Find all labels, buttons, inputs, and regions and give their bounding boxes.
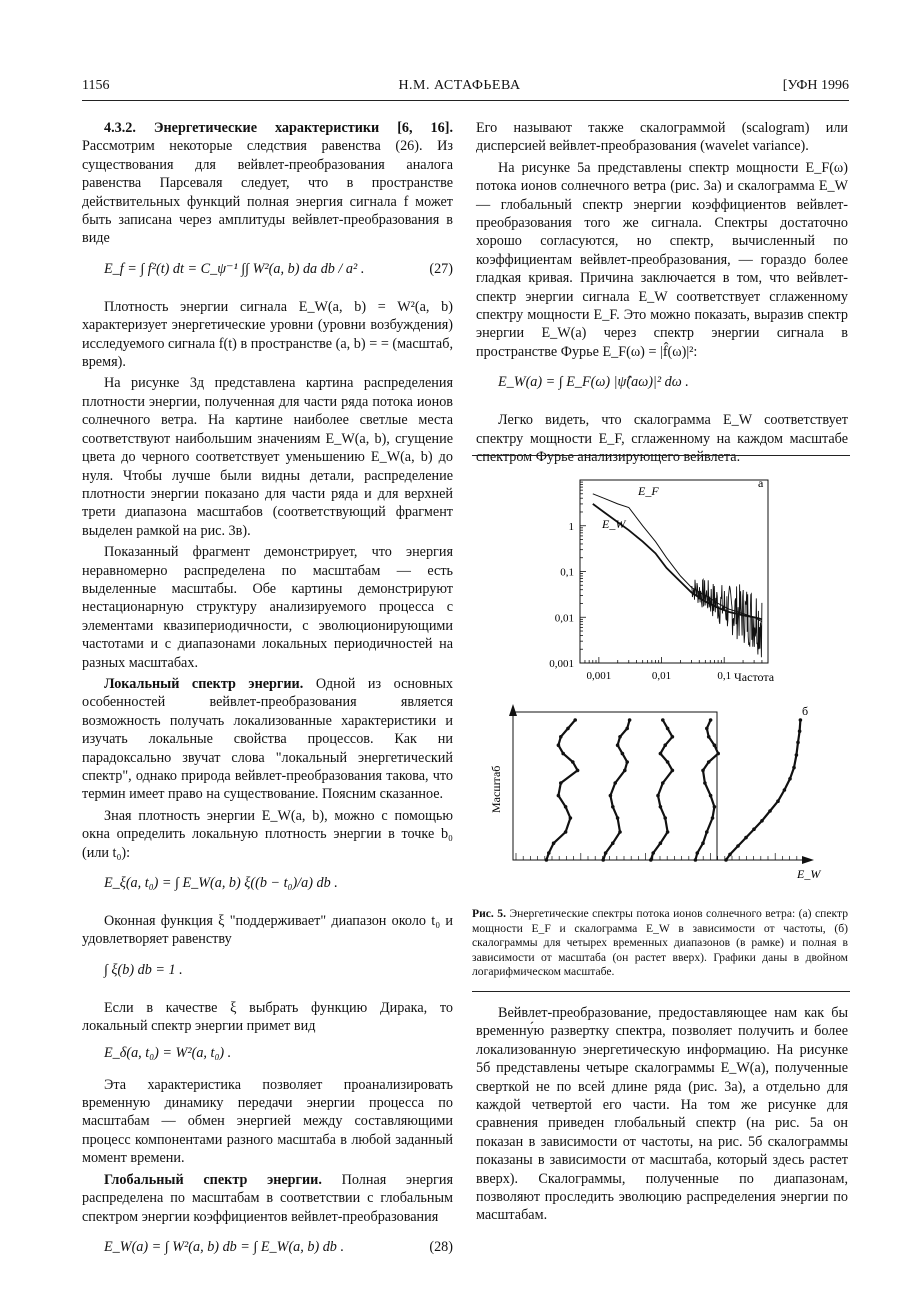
scalogram-point xyxy=(663,743,667,747)
scalogram-point xyxy=(557,743,561,747)
paragraph-text: Одной из основных особенностей вейвлет-преобразования является возможность получать локализованные характеристики и изучать локальные свойства процессов. Как ни парадоксально звучат слова "локальный энергетический спектр", однако природа вейвлет-преобразования такова, что термин имеет право на существование. Поясним сказанное. xyxy=(82,675,454,803)
scalogram-point xyxy=(661,781,665,785)
scalogram-point xyxy=(618,830,622,834)
y-tick-label: 0,1 xyxy=(560,566,574,579)
panel-a-label: а xyxy=(758,476,764,490)
paragraph: Его называют также скалограммой (scalogram) или дисперсией вейвлет-преобразования (wavelet variance). xyxy=(476,120,848,155)
scalogram-point xyxy=(616,816,620,820)
scalogram-point xyxy=(623,769,627,773)
scalogram-line xyxy=(726,720,800,860)
equation: E_δ(a, t₀) = W²(a, t₀) . xyxy=(104,1044,232,1061)
equation-28 xyxy=(82,1230,453,1270)
equation: E_f = ∫ f²(t) dt = C_ψ⁻¹ ∫∫ W²(a, b) da db / a² . xyxy=(104,260,365,277)
scalogram-point xyxy=(713,805,717,809)
scalogram-point xyxy=(661,718,665,722)
ef-noise-line xyxy=(691,580,762,658)
subsection-title: Глобальный спектр энергии. xyxy=(104,1171,322,1188)
scalogram-point xyxy=(601,858,605,862)
scalogram-point xyxy=(651,851,655,855)
scalogram-point xyxy=(783,788,787,792)
scalogram-point xyxy=(703,781,707,785)
panel-a-ticks xyxy=(580,482,768,663)
scalogram-point xyxy=(709,718,713,722)
panel-b xyxy=(489,704,821,881)
right-column-bottom xyxy=(476,1004,848,1228)
figure-bottom-rule xyxy=(472,991,850,992)
paragraph: Оконная функция ξ "поддерживает" диапазон около t₀ и удовлетворяет равенству xyxy=(82,913,453,948)
equation-local xyxy=(82,866,453,906)
panel-b-ticks xyxy=(516,853,797,860)
scalogram-point xyxy=(611,841,615,845)
scalogram-point xyxy=(649,858,653,862)
scalogram-point xyxy=(666,727,670,731)
subsection-title: Локальный спектр энергии. xyxy=(104,675,304,692)
scalogram-point xyxy=(628,718,632,722)
scalogram-point xyxy=(671,769,675,773)
series-label-ew: E_W xyxy=(602,517,626,531)
scalogram-point xyxy=(666,760,670,764)
scalogram-line xyxy=(603,720,629,860)
scalogram-point xyxy=(707,735,711,739)
scalogram-point xyxy=(744,836,748,840)
scalogram-point xyxy=(701,841,705,845)
panel-b-label: б xyxy=(802,704,809,718)
paragraph: На рисунке 5а представлены спектр мощности E_F(ω) потока ионов солнечного ветра (рис. 3а) и скалограмма E_W — глобальный спектр энергии коэффициентов вейвлет-преобразования того же сигнала. Спектры достаточно хорошо согласуются, но спектр, вычисленный по коэффициентам вейвлет-преобразования, — гораздо более гладкая кривая. Причина заключается в том, что вейвлет-спектр энергии сигнала E_W соответствует сглаженному спектру мощности E_F. Это можно показать, выразив спектр энергии E_W(a) через спектр энергии сигнала в пространстве Фурье E_F(ω) = |f̂(ω)|²: xyxy=(476,159,848,360)
scalogram-point xyxy=(705,830,709,834)
header-rule xyxy=(82,100,849,101)
scalogram-point xyxy=(559,781,563,785)
scalogram-point xyxy=(659,805,663,809)
equation-27 xyxy=(82,252,453,292)
scalogram-point xyxy=(621,752,625,756)
scalogram-point xyxy=(752,827,756,831)
figure-5 xyxy=(472,458,850,918)
equation: E_ξ(a, t₀) = ∫ E_W(a, b) ξ((b − t₀)/a) db . xyxy=(104,875,338,892)
scalogram-point xyxy=(701,769,705,773)
scalogram-point xyxy=(768,809,772,813)
scalogram-point xyxy=(796,741,800,745)
scalogram-point xyxy=(552,841,556,845)
paragraph-text: Рассмотрим некоторые следствия равенства (26). Из существования для вейвлет-преобразования аналога равенства Парсеваля следует, что в пространстве действительных функций полная энергия сигнала f может быть записана через амплитуды вейвлет-преобразования в виде xyxy=(82,138,453,247)
scalogram-point xyxy=(709,794,713,798)
scalogram-point xyxy=(798,729,802,733)
panel-b-series xyxy=(545,718,803,862)
y-tick-label: 0,01 xyxy=(554,612,574,625)
paragraph: Плотность энергии сигнала E_W(a, b) = W²(a, b) характеризует энергетические уровни (уровни возбуждения) исследуемого сигнала f(t) в пространстве (a, b) = = (масштаб, время). xyxy=(82,298,453,371)
scalogram-point xyxy=(659,752,663,756)
equation-dirac xyxy=(82,1040,453,1070)
scalogram-point xyxy=(792,766,796,770)
scalogram-point xyxy=(716,752,720,756)
scalogram-point xyxy=(545,858,549,862)
scalogram-point xyxy=(625,760,629,764)
scalogram-point xyxy=(728,853,732,857)
scalogram-point xyxy=(613,781,617,785)
x-axis-label: E_W xyxy=(797,867,821,881)
scalogram-line xyxy=(651,720,673,860)
scalogram-line xyxy=(546,720,577,860)
caption-label: Рис. 5. xyxy=(472,907,506,920)
x-tick-label: 0,01 xyxy=(651,670,672,682)
scalogram-point xyxy=(713,743,717,747)
scalogram-point xyxy=(604,851,608,855)
scalogram-point xyxy=(611,805,615,809)
scalogram-point xyxy=(776,799,780,803)
paragraph xyxy=(82,119,453,248)
scalogram-point xyxy=(561,752,565,756)
paragraph: Легко видеть, что скалограмма E_W соответствует спектру мощности E_F, сглаженному на каждом масштабе спектром Фурье анализирующего вейвлета. xyxy=(476,412,848,466)
equation-fourier xyxy=(476,365,848,405)
scalogram-point xyxy=(571,760,575,764)
scalogram-point xyxy=(736,844,740,848)
scalogram-point xyxy=(573,718,577,722)
journal-ref: [УФН 1996 xyxy=(782,78,849,93)
scalogram-point xyxy=(694,858,698,862)
figure-top-rule xyxy=(472,455,850,456)
equation-norm xyxy=(82,953,453,993)
y-axis-label: Масштаб xyxy=(489,765,503,813)
paragraph xyxy=(82,1171,453,1226)
x-axis-arrow xyxy=(802,856,814,864)
equation: ∫ ξ(b) db = 1 . xyxy=(104,961,183,978)
scalogram-point xyxy=(564,805,568,809)
panel-a-frame xyxy=(580,480,768,663)
scalogram-point xyxy=(557,794,561,798)
paragraph-text: Полная энергия распределена по масштабам в соответствии с глобальным спектром энергии коэффициентов вейвлет-преобразования xyxy=(82,1171,453,1225)
scalogram-point xyxy=(711,816,715,820)
scalogram-point xyxy=(705,727,709,731)
scalogram-point xyxy=(547,851,551,855)
caption-text: Энергетические спектры потока ионов солнечного ветра: (а) спектр мощности E_F и скалограмма E_W в зависимости от частоты, (б) скалограммы для четырех временных диапазонов (в рамке) и полная в зависимости от масштаба (он растет вверх). Графики даны в двойном логарифмическом масштабе. xyxy=(472,907,848,979)
scalogram-point xyxy=(659,841,663,845)
x-tick-label: 0,001 xyxy=(586,670,612,682)
scalogram-point xyxy=(609,794,613,798)
x-axis-label: Частота xyxy=(734,670,775,684)
scalogram-point xyxy=(569,816,573,820)
scalogram-point xyxy=(760,819,764,823)
equation: E_W(a) = ∫ W²(a, b) db = ∫ E_W(a, b) db . xyxy=(104,1238,344,1255)
paragraph: Если в качестве ξ выбрать функцию Дирака, то локальный спектр энергии примет вид xyxy=(82,999,453,1035)
scalogram-point xyxy=(799,718,803,722)
running-author: Н.М. АСТАФЬЕВА xyxy=(398,78,521,93)
equation-number: (27) xyxy=(429,260,453,277)
right-column xyxy=(476,119,848,470)
scalogram-point xyxy=(564,830,568,834)
scalogram-point xyxy=(724,858,728,862)
scalogram-point xyxy=(788,777,792,781)
y-tick-label: 0,001 xyxy=(549,658,574,670)
scalogram-line xyxy=(695,720,718,860)
paragraph: Зная плотность энергии E_W(a, b), можно с помощью окна определить локальную плотность энергии в точке b₀ (или t₀): xyxy=(82,807,453,861)
equation-number: (28) xyxy=(429,1238,453,1255)
scalogram-point xyxy=(656,794,660,798)
scalogram-point xyxy=(671,735,675,739)
scalogram-point xyxy=(616,743,620,747)
paragraph: Показанный фрагмент демонстрирует, что энергия неравномерно распределена по масштабам — есть выделенные масштабы. Обе картины демонстрируют нестационарную структуру анализируемого процесса с элементами квазипериодичности, с эволюционирующими частотами и с диапазонами локальных периодичностей на разных масштабах. xyxy=(82,544,453,671)
page-number: 1156 xyxy=(82,78,110,93)
equation: E_W(a) = ∫ E_F(ω) |ψ̂(aω)|² dω . xyxy=(498,374,689,391)
series-label-ef: E_F xyxy=(638,484,659,498)
paragraph xyxy=(82,675,453,804)
scalogram-point xyxy=(707,760,711,764)
scalogram-point xyxy=(625,727,629,731)
scalogram-point xyxy=(618,735,622,739)
paragraph: Вейвлет-преобразование, предоставляющее нам как бы временну́ю развертку спектра, позволяет получить и более локализованную энергетическую информацию. На рисунке 5б представлены четыре скалограммы E_W(a), полученные сверткой не по всей длине ряда (рис. 3а), а отдельно для каждой четвертой его части. На том же рисунке для сравнения приведен глобальный спектр (на рис. 5а он показан в зависимости от частоты, на рис. 5б скалограммы показаны в зависимости от масштаба, который здесь растет вверх). Скалограммы, полученные по диапазонам, позволяют проследить эволюцию распределения энергии по масштабам. xyxy=(476,1005,848,1224)
panel-a xyxy=(549,476,775,684)
paragraph: Эта характеристика позволяет проанализировать временную динамику передачи энергии процесса по масштабам — обмен энергией между составляющими процесс компонентами разного масштаба в любой заданный момент времени. xyxy=(82,1076,453,1167)
paragraph: На рисунке 3д представлена картина распределения плотности энергии, полученная для части ряда потока ионов солнечного ветра. На картине наиболее светлые места соответствуют наибольшим значениям E_W(a, b), сгущение цвета до черного соответствует уменьшению E_W(a, b) до нуля. Чтобы лучше были видны детали, распределение плотности энергии показано для части ряда и для верхней трети диапазона масштабов (соответствующий фрагмент выделен рамкой на рис. 3в). xyxy=(82,375,453,539)
section-title: 4.3.2. Энергетические характеристики [6, 16]. xyxy=(104,120,453,136)
scalogram-point xyxy=(666,830,670,834)
scalogram-point xyxy=(566,727,570,731)
scalogram-point xyxy=(696,851,700,855)
y-tick-label: 1 xyxy=(568,520,574,533)
scalogram-point xyxy=(663,816,667,820)
scalogram-point xyxy=(795,753,799,757)
figure-caption xyxy=(472,907,848,980)
scalogram-point xyxy=(576,769,580,773)
x-tick-label: 0,1 xyxy=(717,670,732,682)
left-column xyxy=(82,119,453,1276)
scalogram-point xyxy=(559,735,563,739)
